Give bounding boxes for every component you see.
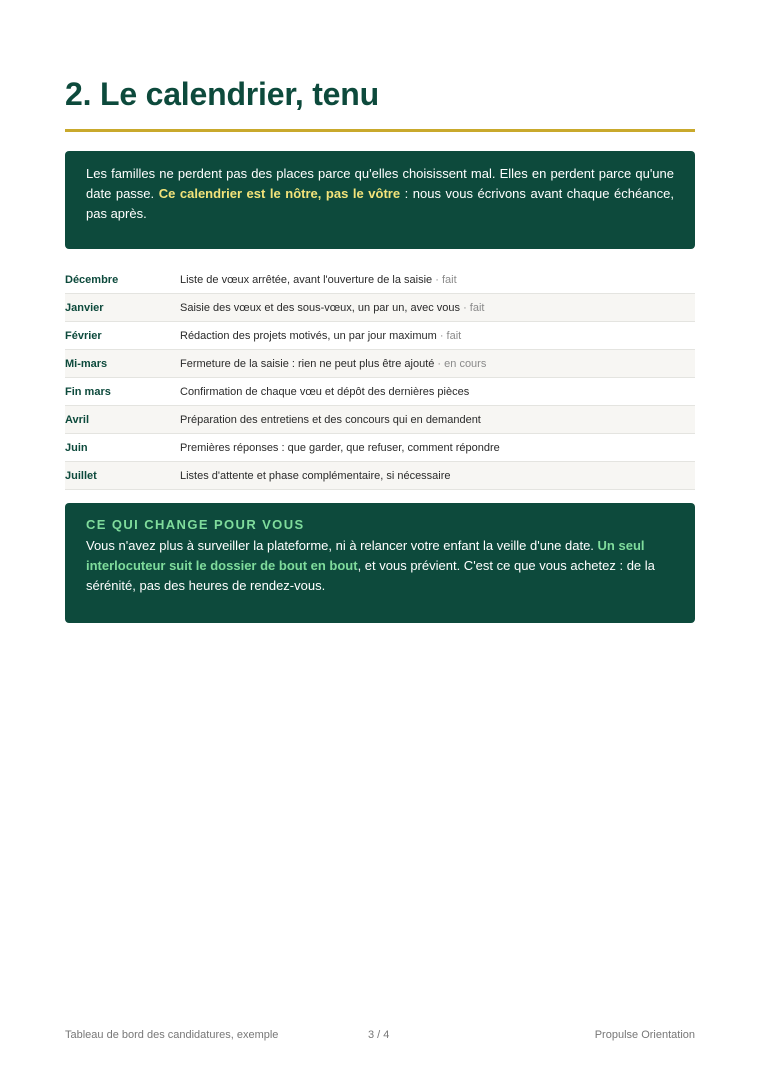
what-changes-box: [65, 503, 695, 623]
what-changes-title: CE QUI CHANGE POUR VOUS: [86, 517, 305, 532]
table-row: [65, 294, 695, 322]
footer-document-title: Tableau de bord des candidatures, exemple: [65, 1029, 279, 1041]
footer-brand: Propulse Orientation: [594, 1029, 695, 1041]
table-row: [65, 434, 695, 462]
table-row: [65, 322, 695, 350]
row-month: Fin mars: [65, 385, 111, 398]
row-description: Listes d'attente et phase complémentaire, si nécessaire: [180, 469, 451, 482]
row-month: Avril: [65, 413, 90, 426]
row-description: Préparation des entretiens et des concours qui en demandent: [180, 413, 481, 426]
row-month: Janvier: [65, 301, 104, 314]
table-row: [65, 266, 695, 294]
row-month: Décembre: [65, 273, 119, 286]
intro-highlight: Ce calendrier est le nôtre, pas le vôtre: [158, 186, 401, 201]
footer-page-number: 3 / 4: [368, 1029, 390, 1041]
table-row: [65, 378, 695, 406]
table-row: [65, 462, 695, 490]
row-description: Saisie des vœux et des sous-vœux, un par un, avec vous · fait: [180, 301, 485, 314]
what-changes-highlight: Un seul interlocuteur suit le dossier de bout en bout: [86, 538, 645, 573]
row-month: Mi-mars: [65, 357, 108, 370]
row-month: Février: [65, 329, 102, 342]
calendar-table: [65, 266, 695, 490]
intro-text-end: : nous vous écrivons avant chaque échéance, pas après.: [86, 186, 674, 221]
row-description: Confirmation de chaque vœu et dépôt des dernières pièces: [180, 385, 470, 398]
intro-text: Les familles ne perdent pas des places parce qu'elles choisissent mal. Elles en perdent parce qu'une date passe.: [86, 166, 674, 201]
row-description: Liste de vœux arrêtée, avant l'ouverture de la saisie · fait: [180, 273, 457, 286]
row-month: Juin: [65, 441, 88, 454]
table-row: [65, 406, 695, 434]
what-changes-text: Vous n'avez plus à surveiller la plateforme, ni à relancer votre enfant la veille d'une date. Un seul interlocuteur suit le dossier de bout en bout, et vous prévient. C'est ce que vous achetez : de la sérénité, pas des heures de rendez-vous.: [86, 538, 655, 593]
row-status: · en cours: [434, 357, 487, 370]
row-status: · fait: [460, 301, 485, 314]
intro-box: [65, 151, 695, 249]
title-divider: [65, 129, 695, 132]
table-row: [65, 350, 695, 378]
row-description: Fermeture de la saisie : rien ne peut plus être ajouté · en cours: [180, 357, 487, 370]
row-month: Juillet: [65, 469, 97, 482]
row-status: · fait: [432, 273, 457, 286]
row-status: · fait: [436, 329, 462, 342]
page-title: 2. Le calendrier, tenu: [65, 76, 379, 112]
row-description: Premières réponses : que garder, que refuser, comment répondre: [180, 441, 500, 454]
row-description: Rédaction des projets motivés, un par jour maximum · fait: [180, 329, 462, 342]
